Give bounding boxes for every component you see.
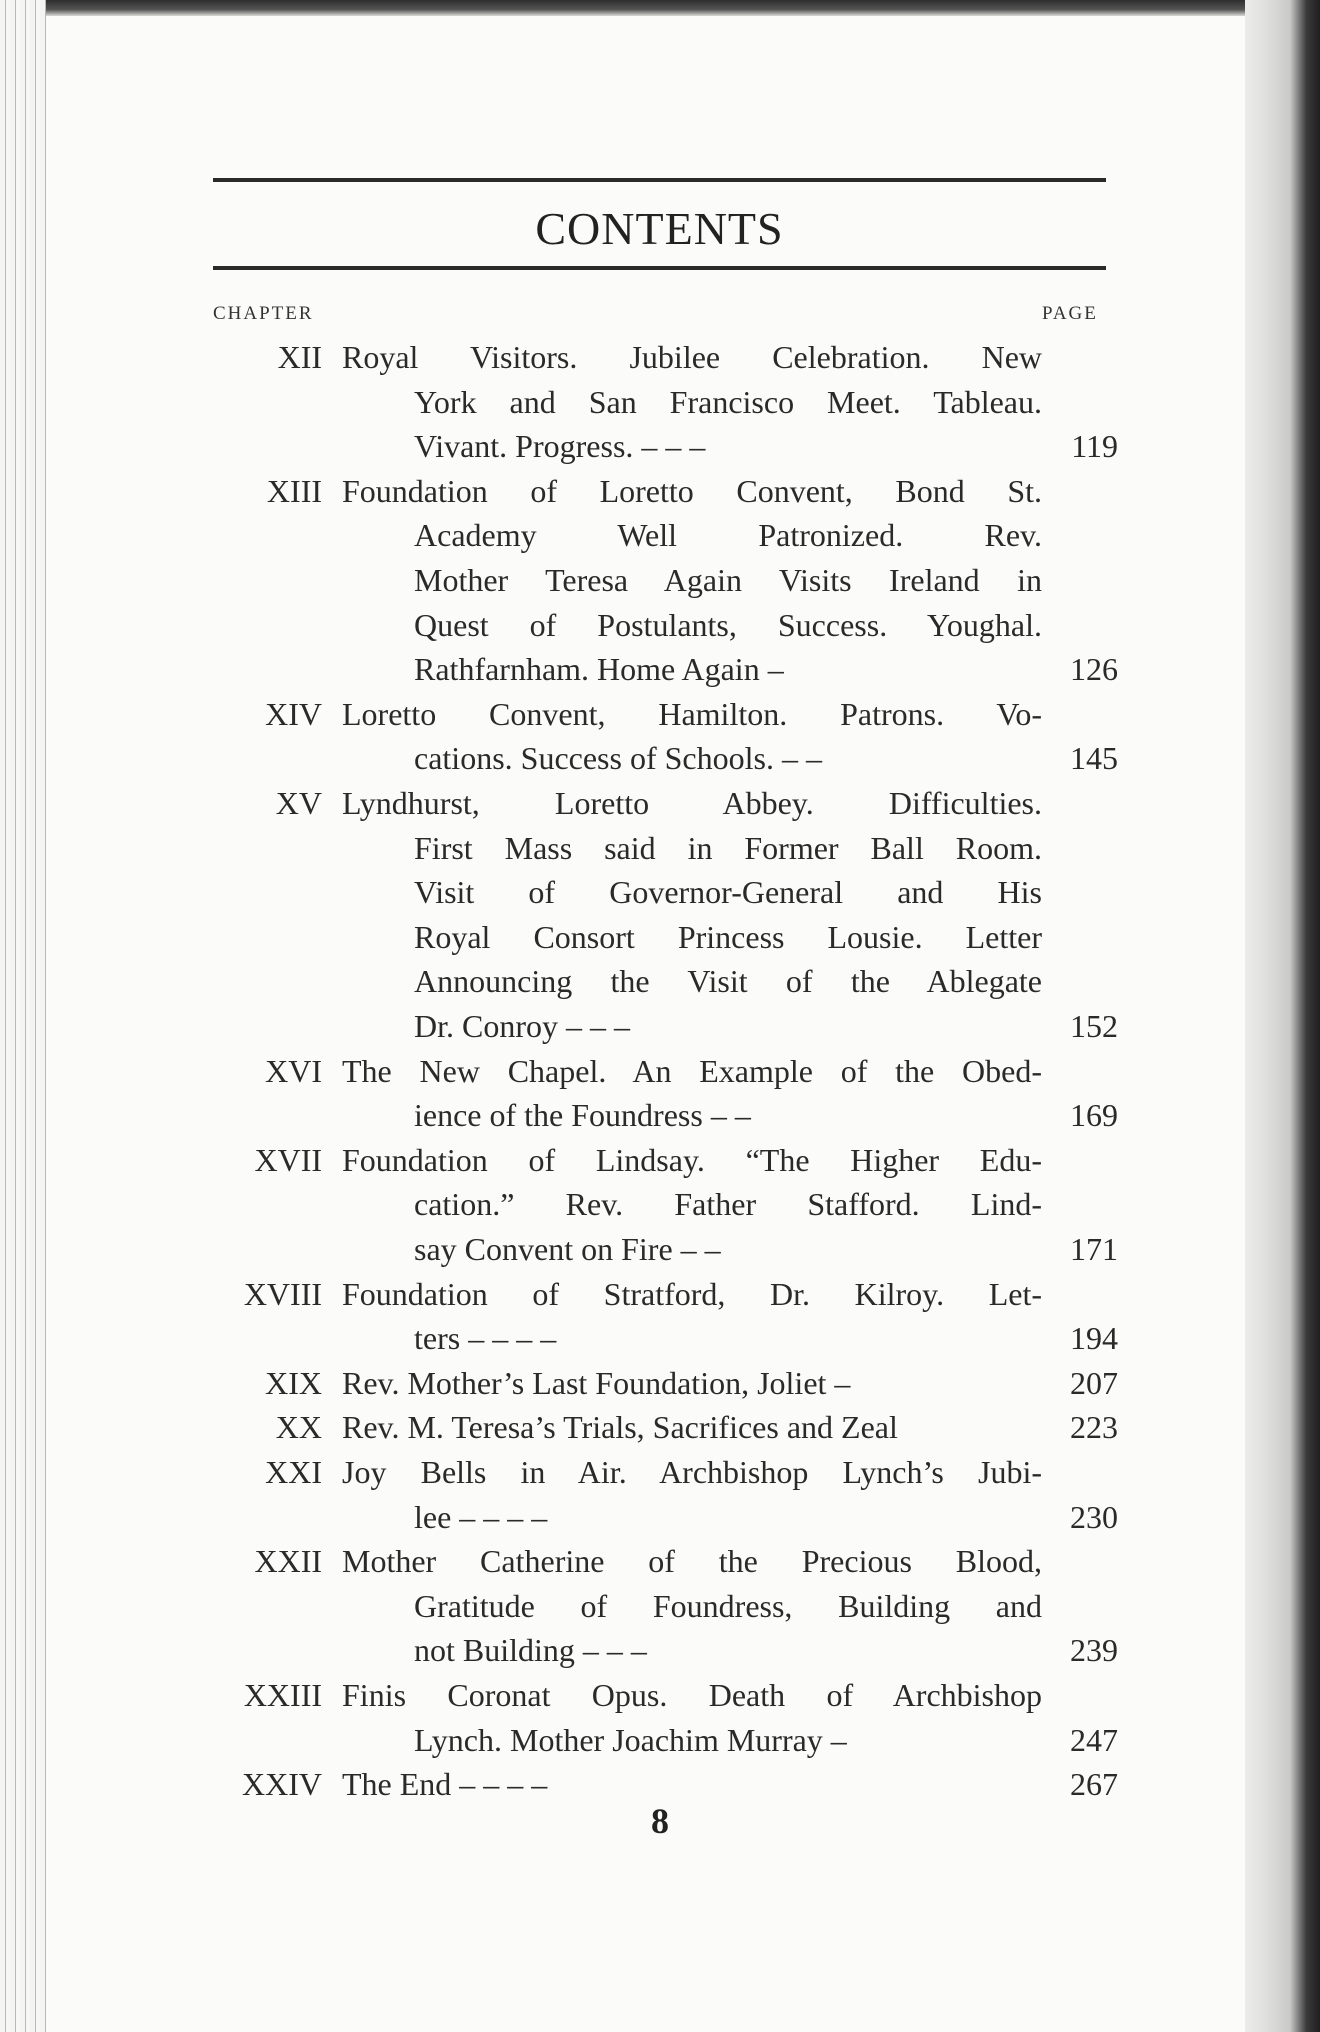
chapter-title-line: Rathfarnham. Home Again – <box>414 651 784 688</box>
chapter-number: XXIII <box>243 1677 322 1713</box>
chapter-title-line: ience of the Foundress – – <box>414 1097 751 1134</box>
page-reference: 171 <box>1070 1231 1118 1267</box>
chapter-title-line: Royal Visitors. Jubilee Celebration. New <box>342 339 1042 375</box>
chapter-number: XXIV <box>242 1766 322 1803</box>
chapter-title-line: York and San Francisco Meet. Tableau. <box>414 383 1042 420</box>
chapter-title-line: Foundation of Lindsay. “The Higher Edu- <box>342 1141 1042 1178</box>
page-column-label: PAGE <box>1042 303 1098 324</box>
chapter-title-line: cation.” Rev. Father Stafford. Lind- <box>414 1186 1042 1223</box>
chapter-number: XV <box>275 785 322 821</box>
chapter-number: XX <box>275 1409 322 1446</box>
page-reference: 126 <box>1070 651 1118 688</box>
chapter-title-line: Royal Consort Princess Lousie. Letter <box>414 918 1042 955</box>
chapter-number: XVI <box>265 1052 322 1089</box>
page-reference: 247 <box>1070 1721 1118 1758</box>
page-reference: 145 <box>1070 740 1118 777</box>
page-reference: 207 <box>1070 1364 1118 1401</box>
chapter-number: XIX <box>265 1364 322 1401</box>
chapter-title-line: cations. Success of Schools. – – <box>414 740 822 777</box>
chapter-title-line: Mother Catherine of the Precious Blood, <box>342 1543 1042 1580</box>
chapter-title-line: Finis Coronat Opus. Death of Archbishop <box>342 1677 1042 1713</box>
chapter-title-line: Visit of Governor-General and His <box>414 874 1042 911</box>
chapter-title-line: say Convent on Fire – – <box>414 1231 721 1267</box>
page-number: 8 <box>651 1801 669 1841</box>
page-reference: 194 <box>1070 1320 1118 1357</box>
page-reference: 119 <box>1071 428 1118 465</box>
page-reference: 230 <box>1070 1498 1118 1535</box>
page-reference: 223 <box>1070 1409 1118 1446</box>
chapter-title-line: Foundation of Loretto Convent, Bond St. <box>342 472 1042 509</box>
chapter-title-line: Foundation of Stratford, Dr. Kilroy. Let- <box>342 1275 1042 1312</box>
chapter-title-line: ters – – – – <box>414 1320 557 1357</box>
chapter-title-line: Gratitude of Foundress, Building and <box>414 1587 1042 1624</box>
chapter-number: XXII <box>254 1543 322 1580</box>
chapter-number: XVII <box>254 1141 322 1178</box>
chapter-number: XIV <box>265 695 322 732</box>
chapter-title-line: First Mass said in Former Ball Room. <box>414 829 1042 866</box>
chapter-title-line: Rev. Mother’s Last Foundation, Joliet – <box>342 1364 851 1401</box>
chapter-title-line: Vivant. Progress. – – – <box>414 428 706 465</box>
page-title: CONTENTS <box>535 203 784 254</box>
chapter-title-line: Announcing the Visit of the Ablegate <box>414 963 1042 1000</box>
chapter-title-line: Dr. Conroy – – – <box>414 1008 630 1044</box>
chapter-title-line: Lyndhurst, Loretto Abbey. Difficulties. <box>342 785 1042 821</box>
chapter-title-line: lee – – – – <box>414 1498 548 1535</box>
chapter-title-line: The End – – – – <box>342 1766 548 1803</box>
chapter-title-line: Academy Well Patronized. Rev. <box>414 517 1042 554</box>
page-reference: 169 <box>1070 1097 1118 1134</box>
page-reference: 239 <box>1070 1632 1118 1669</box>
chapter-title-line: Loretto Convent, Hamilton. Patrons. Vo- <box>342 695 1042 732</box>
chapter-title-line: Mother Teresa Again Visits Ireland in <box>414 562 1042 598</box>
chapter-title-line: not Building – – – <box>414 1632 647 1669</box>
chapter-title-line: Rev. M. Teresa’s Trials, Sacrifices and Zeal <box>342 1409 898 1446</box>
chapter-number: XII <box>277 339 322 375</box>
page-reference: 152 <box>1070 1008 1118 1044</box>
chapter-number: XIII <box>266 472 322 509</box>
chapter-column-label: CHAPTER <box>213 303 314 324</box>
chapter-number: XXI <box>265 1454 322 1490</box>
page-reference: 267 <box>1070 1766 1118 1803</box>
chapter-title-line: The New Chapel. An Example of the Obed- <box>342 1052 1042 1089</box>
chapter-title-line: Lynch. Mother Joachim Murray – <box>414 1721 847 1758</box>
chapter-number: XVIII <box>243 1275 322 1312</box>
chapter-title-line: Joy Bells in Air. Archbishop Lynch’s Jubi- <box>342 1454 1042 1490</box>
chapter-title-line: Quest of Postulants, Success. Youghal. <box>414 606 1042 643</box>
